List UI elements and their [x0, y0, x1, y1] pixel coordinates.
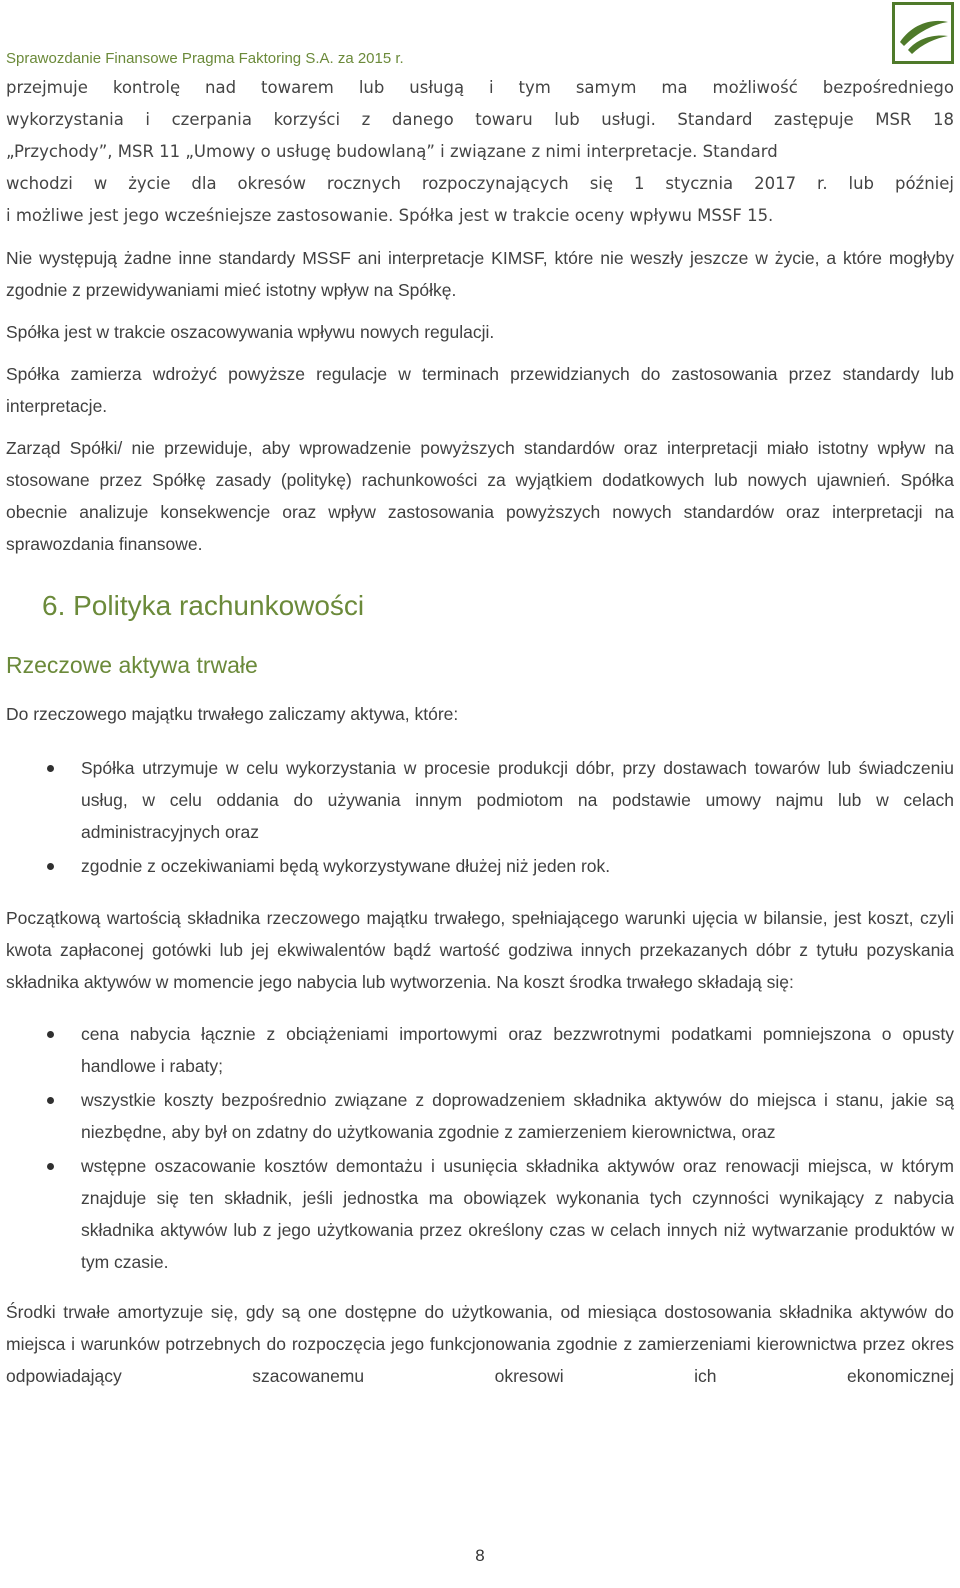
intro-line: i możliwe jest jego wcześniejsze zastosowanie. Spółka jest w trakcie oceny wpływu MSSF 15. [6, 206, 774, 225]
section-heading: 6. Polityka rachunkowości [42, 590, 365, 621]
bullet-icon [47, 765, 54, 772]
subsection-heading: Rzeczowe aktywa trwałe [6, 652, 258, 678]
intro-line: „Przychody”, MSR 11 „Umowy o usługę budowlaną” i związane z nimi interpretacje. Standard [6, 142, 778, 161]
body-paragraph: Początkową wartością składnika rzeczowego majątku trwałego, spełniającego warunki ujęcia w bilansie, jest koszt, czyli kwota zapłaconej gotówki lub jej ekwiwalentów bądź wartość godziwa innych przekazanych dóbr z tytułu pozyskania składnika aktywów w momencie jego nabycia lub wytworzenia. Na koszt środka trwałego składają się: [6, 908, 954, 992]
list-item: cena nabycia łącznie z obciążeniami importowymi oraz bezzwrotnymi podatkami pomniejszona o opusty handlowe i rabaty; [6, 1018, 954, 1082]
company-logo-icon [892, 2, 954, 64]
list-item: wszystkie koszty bezpośrednio związane z doprowadzeniem składnika aktywów do miejsca i stanu, jakie są niezbędne, aby był on zdatny do użytkowania zgodnie z zamierzeniem kierownictwa, oraz [6, 1084, 954, 1148]
bullet-icon [47, 1031, 54, 1038]
list-item: wstępne oszacowanie kosztów demontażu i usunięcia składnika aktywów oraz renowacji miejsca, w którym znajduje się ten składnik, jeśli jednostka ma obowiązek wykonania tych czynności wynikający z nabycia składnika aktywów lub z jego użytkowania przez określony czas w celach innych niż wytwarzanie produktów w tym czasie. [6, 1150, 954, 1278]
body-paragraph: Spółka jest w trakcie oszacowywania wpływu nowych regulacji. [6, 322, 495, 342]
body-paragraph: Spółka zamierza wdrożyć powyższe regulacje w terminach przewidzianych do zastosowania przez standardy lub interpretacje. [6, 364, 954, 416]
list-intro: Do rzeczowego majątku trwałego zaliczamy aktywa, które: [6, 704, 459, 724]
bullet-icon [47, 1097, 54, 1104]
bullet-list-assets [6, 752, 954, 882]
body-paragraph: Zarząd Spółki/ nie przewiduje, aby wprowadzenie powyższych standardów oraz interpretacji miało istotny wpływ na stosowane przez Spółkę zasady (politykę) rachunkowości za wyjątkiem dodatkowych lub nowych ujawnień. Spółka obecnie analizuje konsekwencje oraz wpływ zastosowania powyższych nowych standardów oraz interpretacji na sprawozdania finansowe. [6, 438, 954, 554]
body-paragraph: Nie występują żadne inne standardy MSSF ani interpretacje KIMSF, które nie weszły jeszcze w życie, a które mogłyby zgodnie z przewidywaniami mieć istotny wpływ na Spółkę. [6, 248, 954, 300]
intro-line: wchodzi w życie dla okresów rocznych rozpoczynających się 1 stycznia 2017 r. lub później [6, 174, 954, 193]
bullet-icon [47, 1163, 54, 1170]
bullet-icon [47, 863, 54, 870]
intro-paragraph [6, 72, 954, 232]
bullet-list-costs [6, 1018, 954, 1278]
list-item: Spółka utrzymuje w celu wykorzystania w procesie produkcji dóbr, przy dostawach towarów lub świadczeniu usług, w celu oddania do używania innym podmiotom na podstawie umowy najmu lub w celach administracyjnych oraz [6, 752, 954, 848]
intro-line: przejmuje kontrolę nad towarem lub usługą i tym samym ma możliwość bezpośredniego [6, 78, 954, 97]
running-header: Sprawozdanie Finansowe Pragma Faktoring S.A. za 2015 r. [6, 50, 404, 67]
document-body [6, 72, 954, 1392]
page-number: 8 [475, 1546, 485, 1565]
body-paragraph: Środki trwałe amortyzuje się, gdy są one dostępne do użytkowania, od miesiąca dostosowania składnika aktywów do miejsca i warunków potrzebnych do rozpoczęcia jego funkcjonowania zgodnie z zamierzeniami kierownictwa przez okres odpowiadający szacowanemu okresowi ich ekonomicznej [6, 1302, 954, 1386]
list-item: zgodnie z oczekiwaniami będą wykorzystywane dłużej niż jeden rok. [6, 850, 954, 882]
intro-line: wykorzystania i czerpania korzyści z danego towaru lub usługi. Standard zastępuje MSR 18 [6, 110, 954, 129]
